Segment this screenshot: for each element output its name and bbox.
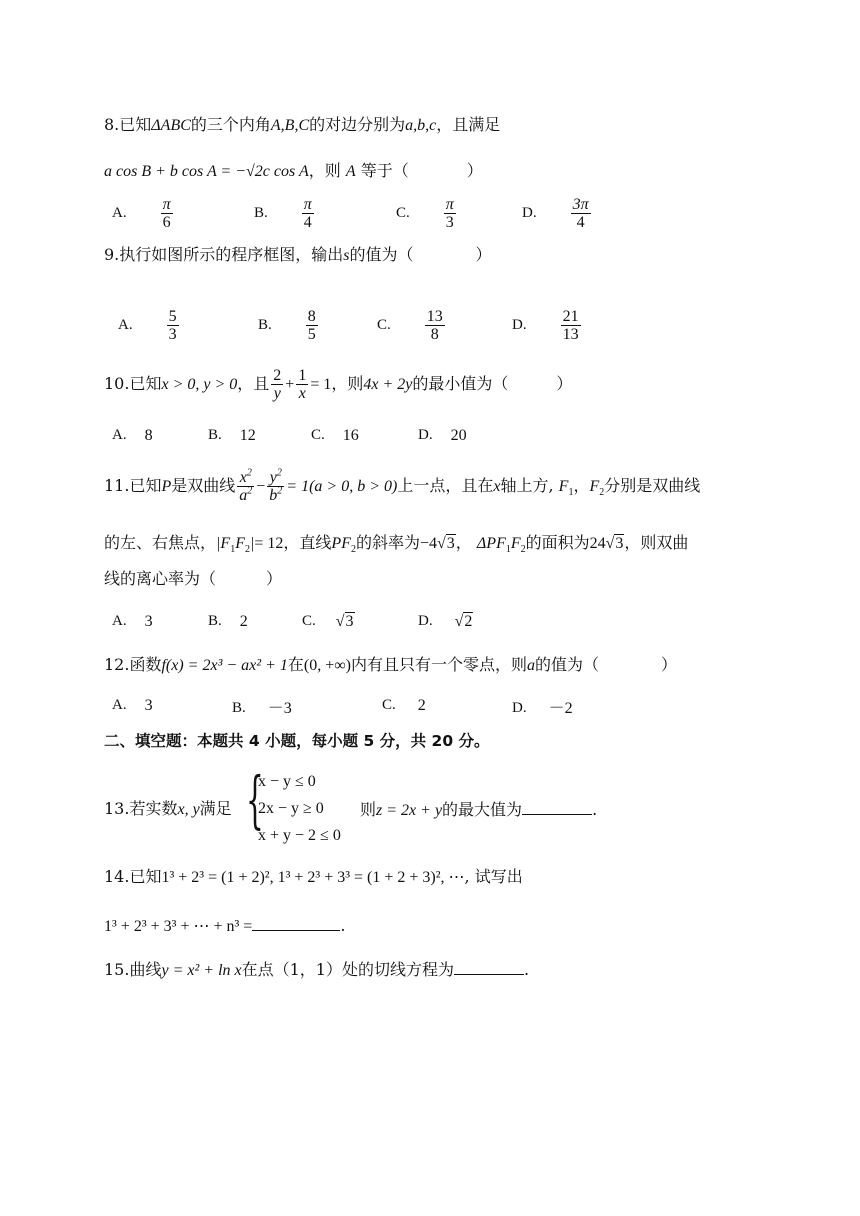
- q12-option-d[interactable]: [512, 695, 573, 718]
- q12-var: a: [526, 657, 535, 674]
- q11-line2-e: 的面积为: [525, 533, 590, 552]
- q12-function: f(x) = 2x³ − ax² + 1: [161, 657, 288, 674]
- q8-option-c[interactable]: [396, 196, 458, 231]
- q10-number: 10.: [104, 374, 130, 393]
- q10-eq-rest: = 1: [310, 376, 332, 393]
- option-fraction: [302, 196, 314, 231]
- q13-answer-blank[interactable]: [522, 798, 592, 815]
- q8-text-c: 的对边分别为: [309, 115, 406, 134]
- q11-triangle: $\Delta PF_1F_2$: [476, 535, 526, 556]
- q15-end: .: [523, 960, 530, 979]
- q12-text-d: 的值为（: [534, 655, 599, 674]
- denominator: 5: [307, 326, 316, 343]
- option-label: C.: [377, 317, 391, 333]
- q13-end: .: [592, 800, 598, 819]
- q11-line2-c: 的斜率为: [355, 533, 420, 552]
- option-fraction: [161, 196, 173, 231]
- option-label: B.: [208, 613, 222, 629]
- numerator: π: [162, 196, 171, 213]
- option-label: A.: [118, 317, 133, 333]
- numerator: 1: [298, 367, 307, 384]
- q12-option-a[interactable]: [112, 695, 153, 715]
- q14-stem-line1: [104, 866, 523, 889]
- q8-sides: a,b,c: [405, 117, 437, 134]
- q10-condition: x > 0, y > 0: [161, 376, 238, 393]
- q14-text-b: , 试写出: [464, 867, 523, 886]
- option-fraction: [425, 308, 445, 343]
- q15-number: 15.: [104, 960, 130, 979]
- q13-text-d: 的最大值为: [442, 800, 523, 819]
- numerator: 3π: [572, 196, 589, 213]
- option-label: C.: [302, 613, 316, 629]
- q11-text-d: 轴上方,: [500, 476, 554, 495]
- q11-x: x: [493, 478, 501, 495]
- denominator: y: [273, 385, 281, 402]
- q12-stem: [104, 654, 677, 677]
- q11-line2-b: ，直线: [283, 533, 332, 552]
- q8-close: ）: [466, 161, 483, 180]
- numerator: 2: [273, 367, 282, 384]
- q9-number: 9.: [104, 245, 120, 264]
- option-label: A.: [112, 427, 127, 443]
- q14-end: .: [340, 916, 346, 935]
- q11-stem-line2: [104, 532, 688, 555]
- q13-constraint-1: x − y ≤ 0: [258, 773, 316, 790]
- q11-stem-line3: [104, 568, 282, 590]
- q8-option-a[interactable]: [112, 196, 175, 231]
- numerator: 13: [426, 308, 443, 325]
- q10-text-b: ，且: [237, 374, 270, 393]
- option-value: 12: [239, 427, 256, 444]
- option-label: B.: [232, 700, 246, 716]
- option-value: 3: [144, 697, 153, 714]
- q15-text-a: 曲线: [129, 960, 162, 979]
- option-label: A.: [112, 205, 127, 221]
- q11-line2-d: ，: [455, 533, 472, 552]
- q8-equation: a cos B + b cos A = −√2c cos A: [104, 163, 309, 180]
- q12-text-c: 内有且只有一个零点，则: [350, 655, 527, 674]
- option-label: D.: [512, 700, 527, 716]
- section-heading-fill-in: 二、填空题：本题共 4 小题，每小题 5 分，共 20 分。: [104, 732, 490, 750]
- option-value: 16: [342, 427, 359, 444]
- numerator: 21: [562, 308, 579, 325]
- option-value: －3: [267, 700, 292, 717]
- q9-text-b: 的值为（: [349, 245, 414, 264]
- q11-hyperbola-rest: = 1(a > 0, b > 0): [286, 478, 398, 495]
- q13-system-brace: {: [246, 763, 264, 836]
- q11-text-e: ，: [573, 476, 590, 495]
- q13-text-a: 若实数: [129, 799, 178, 818]
- q11-f2: $F_2$: [589, 478, 605, 499]
- q9-option-a[interactable]: [118, 308, 181, 343]
- q9-option-b[interactable]: [258, 308, 320, 343]
- q8-text-b: 的三个内角: [190, 115, 271, 134]
- q14-text-a: 已知: [129, 867, 162, 886]
- q11-area: 24√3: [589, 535, 624, 552]
- q13-stem-prefix: [104, 798, 232, 821]
- option-label: B.: [254, 205, 268, 221]
- option-fraction: [571, 196, 591, 231]
- q9-option-c[interactable]: [377, 308, 447, 343]
- option-label: D.: [418, 427, 433, 443]
- denominator: 3: [168, 326, 177, 343]
- q15-stem: [104, 958, 529, 982]
- q10-expression: 4x + 2y: [363, 376, 413, 393]
- q10-fraction-2: [296, 367, 308, 402]
- q8-text-a: 已知: [119, 115, 152, 134]
- q13-text-c: 则: [360, 800, 377, 819]
- q13-number: 13.: [104, 799, 130, 818]
- q10-text-a: 已知: [129, 374, 162, 393]
- q11-option-c[interactable]: [302, 611, 355, 631]
- q13-vars: x, y: [177, 801, 200, 818]
- q11-text-b: 是双曲线: [171, 476, 236, 495]
- q8-text-d: ，且满足: [436, 115, 501, 134]
- q11-line2-a: 的左、右焦点，: [104, 533, 217, 552]
- q11-text-f: 分别是双曲线: [604, 476, 701, 495]
- option-value: 20: [450, 427, 467, 444]
- q11-pf2: $PF_2$: [331, 535, 356, 556]
- q15-curve: y = x² + ln x: [161, 962, 242, 979]
- q12-number: 12.: [104, 655, 130, 674]
- option-value: √2: [454, 613, 473, 630]
- q8-triangle: ΔABC: [151, 117, 191, 134]
- q12-text-a: 函数: [129, 655, 162, 674]
- numerator: π: [303, 196, 312, 213]
- q10-option-b[interactable]: [208, 425, 256, 445]
- option-label: C.: [396, 205, 410, 221]
- q14-answer-blank[interactable]: [252, 914, 340, 931]
- q9-option-d[interactable]: [512, 308, 583, 343]
- q11-slope: −4√3: [419, 535, 455, 552]
- option-label: D.: [418, 613, 433, 629]
- option-fraction: [167, 308, 179, 343]
- q14-identities: 1³ + 2³ = (1 + 2)², 1³ + 2³ + 3³ = (1 + 2 + 3)², ⋯: [161, 869, 465, 886]
- q8-number: 8.: [104, 115, 120, 134]
- option-label: D.: [522, 205, 537, 221]
- q11-option-d[interactable]: [418, 611, 473, 631]
- q8-text-e: ，则: [308, 161, 341, 180]
- q8-text-f: 等于（: [360, 161, 409, 180]
- q13-stem-suffix: [360, 798, 597, 822]
- option-fraction: [561, 308, 581, 343]
- q14-sum-expression: 1³ + 2³ + 3³ + ⋯ + n³ =: [104, 918, 253, 935]
- q11-option-b[interactable]: [208, 611, 248, 631]
- denominator: 8: [430, 326, 439, 343]
- q12-option-c[interactable]: [382, 695, 426, 715]
- q14-stem-line2: [104, 914, 345, 938]
- q11-text-a: 已知: [129, 476, 162, 495]
- numerator: π: [445, 196, 454, 213]
- denominator: 6: [162, 214, 171, 231]
- option-label: A.: [112, 613, 127, 629]
- numerator: 5: [168, 308, 177, 325]
- q15-answer-blank[interactable]: [454, 958, 524, 975]
- q8-angles: A,B,C: [270, 117, 310, 134]
- q12-interval: (0, +∞): [303, 657, 351, 674]
- q10-option-d[interactable]: [418, 425, 467, 445]
- denominator: 4: [576, 214, 585, 231]
- option-label: A.: [112, 697, 127, 713]
- q8-var: A: [345, 163, 356, 180]
- q10-fraction-1: [271, 367, 283, 402]
- q9-close: ）: [475, 245, 492, 264]
- q10-option-c[interactable]: [311, 425, 359, 445]
- q11-frac-x: $\frac{x^2}{a^2}$: [239, 467, 253, 504]
- q10-text-c: ，则: [331, 374, 364, 393]
- option-value: 2: [417, 697, 426, 714]
- q11-option-a[interactable]: [112, 611, 153, 631]
- denominator: 3: [445, 214, 454, 231]
- option-label: C.: [382, 697, 396, 713]
- q11-line3: 线的离心率为（: [104, 569, 217, 588]
- q11-f1: $F_1$: [558, 478, 574, 499]
- q13-text-b: 满足: [199, 799, 232, 818]
- q12-text-b: 在: [287, 655, 304, 674]
- q14-number: 14.: [104, 867, 130, 886]
- q8-stem-line2: [104, 160, 483, 183]
- option-fraction: [306, 308, 318, 343]
- denominator: 4: [303, 214, 312, 231]
- q10-option-a[interactable]: [112, 425, 153, 445]
- q11-frac-y: $\frac{y^2}{b^2}$: [269, 467, 283, 504]
- q8-option-b[interactable]: [254, 196, 316, 231]
- q8-option-d[interactable]: [522, 196, 593, 231]
- q8-stem-line1: [104, 114, 500, 137]
- option-fraction: [444, 196, 456, 231]
- q11-line2-f: ，则双曲: [624, 533, 689, 552]
- q9-stem: [104, 244, 492, 267]
- q11-abs-eq: = 12: [254, 535, 284, 552]
- denominator: 13: [562, 326, 579, 343]
- option-value: －2: [548, 700, 573, 717]
- q11-abs: $|F_1F_2|$: [216, 535, 255, 556]
- q15-text-b: 在点（1，1）处的切线方程为: [241, 960, 454, 979]
- option-label: D.: [512, 317, 527, 333]
- q12-close: ）: [661, 655, 678, 674]
- option-label: B.: [208, 427, 222, 443]
- q11-number: 11.: [104, 476, 130, 495]
- q9-text-a: 执行如图所示的程序框图，输出: [119, 245, 344, 264]
- q10-stem: 10.已知x > 0, y > 0，且 $\frac{2}{y}$ + $\frac{1}{x}$ = 1，则4x + 2y的最小值为（ ）: [104, 367, 573, 402]
- option-value: √3: [335, 613, 354, 630]
- q11-point-p: P: [161, 478, 172, 495]
- q13-objective: z = 2x + y: [376, 802, 443, 819]
- option-value: 3: [144, 613, 153, 630]
- q11-close: ）: [266, 569, 283, 588]
- q11-stem-line1: 11.已知P是双曲线 $\frac{x^2}{a^2}$ − $\frac{y^2}{b^2}$ = 1(a > 0, b > 0)上一点，且在x轴上方, $F_1$，$F_2$分别是双曲线: [104, 467, 701, 504]
- q10-close: ）: [556, 374, 573, 393]
- q9-var: s: [343, 247, 350, 264]
- option-value: 2: [239, 613, 248, 630]
- q10-text-d: 的最小值为（: [412, 374, 509, 393]
- q13-constraint-2: 2x − y ≥ 0: [258, 800, 324, 817]
- option-label: B.: [258, 317, 272, 333]
- option-value: 8: [144, 427, 153, 444]
- denominator: x: [298, 385, 306, 402]
- q11-text-c: 上一点，且在: [397, 476, 494, 495]
- q12-option-b[interactable]: [232, 695, 292, 718]
- option-label: C.: [311, 427, 325, 443]
- numerator: 8: [307, 308, 316, 325]
- q13-constraint-3: x + y − 2 ≤ 0: [258, 827, 341, 844]
